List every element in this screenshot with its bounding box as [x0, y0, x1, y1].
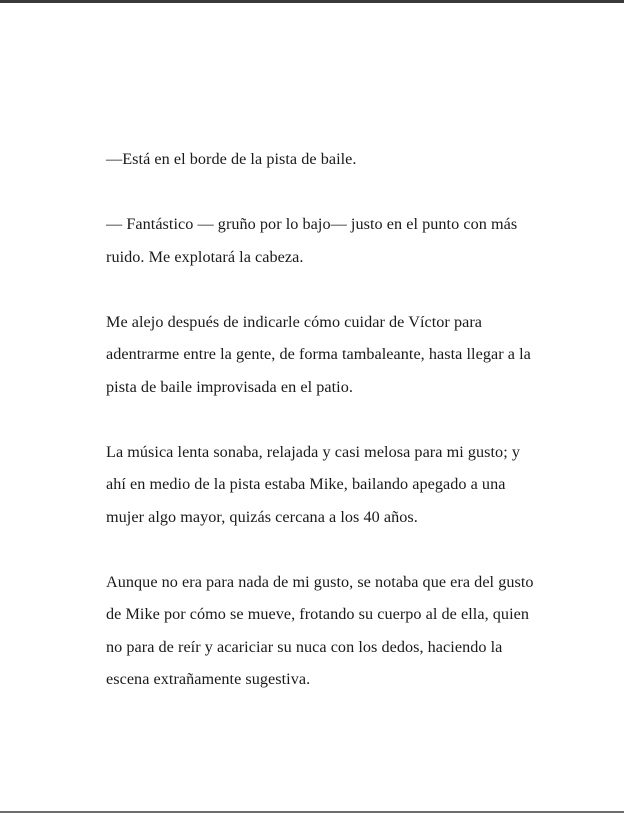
paragraph-2: — Fantástico — gruño por lo bajo— justo en el punto con más ruido. Me explotará la cabeza. — [106, 215, 518, 266]
paragraph-5: Aunque no era para nada de mi gusto, se notaba que era del gusto de Mike por cómo se mueve, frotando su cuerpo al de ella, quien no para de reír y acariciar su nuca con los dedos, haciendo la escena extrañamente sugestiva. — [106, 572, 534, 688]
paragraph-4: La música lenta sonaba, relajada y casi melosa para mi gusto; y ahí en medio de la pista estaba Mike, bailando apegado a una mujer algo mayor, quizás cercana a los 40 años. — [106, 442, 520, 526]
paragraph-1: —Está en el borde de la pista de baile. — [106, 150, 357, 168]
body-text — [106, 143, 536, 728]
paragraph-3: Me alejo después de indicarle cómo cuidar de Víctor para adentrarme entre la gente, de forma tambaleante, hasta llegar a la pista de baile improvisada en el patio. — [106, 312, 531, 396]
